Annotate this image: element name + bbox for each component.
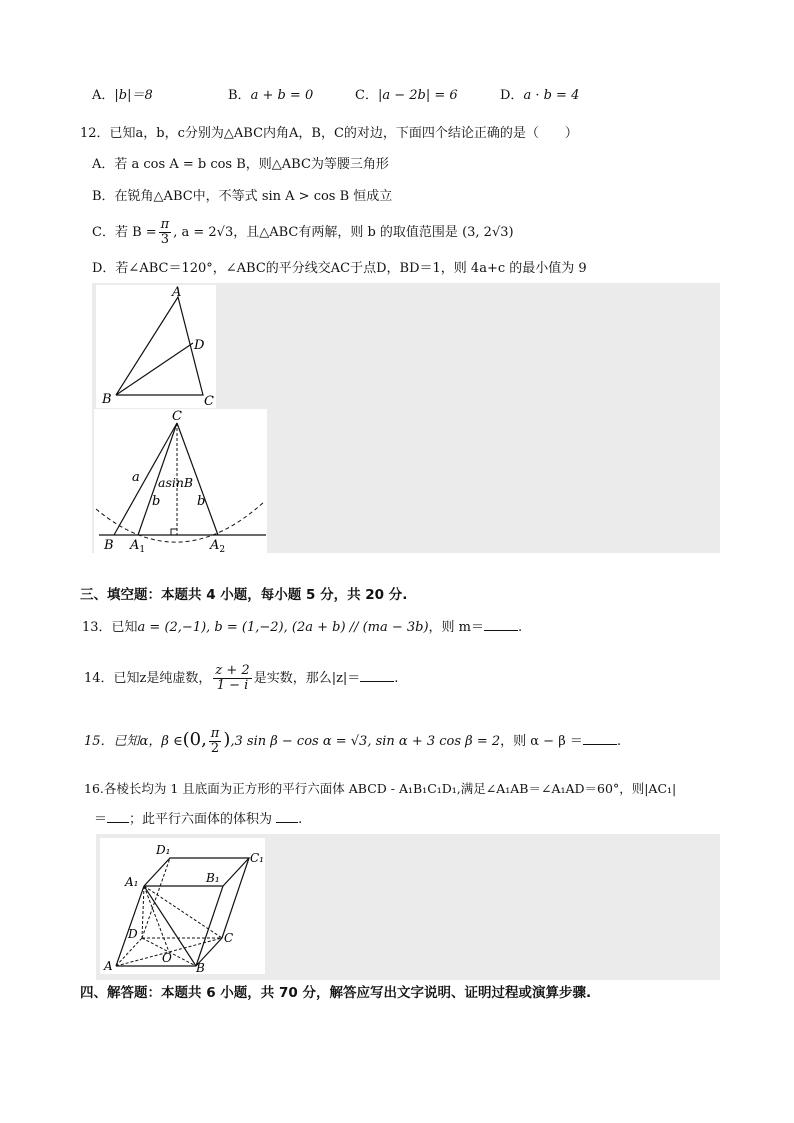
q16-answer-blank-1[interactable] (107, 810, 129, 823)
triangle-abd-diagram (96, 285, 216, 408)
point-a2-label: $A_2$ (210, 538, 226, 553)
point-d-label: D (194, 338, 205, 353)
q11-option-b: B．a + b = 0 (228, 88, 314, 103)
figure-two-solutions (94, 409, 267, 553)
q12-option-a: A．若 a cos A = b cos B，则△ABC为等腰三角形 (92, 157, 389, 172)
q11-option-c: C．|a − 2b| = 6 (355, 88, 458, 103)
vertex-b-label: B (104, 538, 114, 553)
q14-answer-blank[interactable] (360, 669, 394, 682)
figure-parallelepiped (100, 838, 265, 974)
q15: 15．已知α，β ∈(0, $\frac{\pi}{2}$ ),3 sin β − cos α = √3, sin α + 3 cos β = 2，则 α − β ＝ . (84, 726, 621, 756)
vertex-c1-label: C₁ (250, 851, 264, 865)
section-4-heading: 四、解答题：本题共 6 小题，共 70 分，解答应写出文字说明、证明过程或演算步骤. (80, 985, 592, 1001)
q16-line2: ＝ ；此平行六面体的体积为 . (94, 812, 303, 827)
q13: 13．已知a = (2,−1), b = (1,−2), (2a + b) // (ma − 3b)，则 m＝ . (82, 620, 523, 635)
q12-option-d: D．若∠ABC＝120°，∠ABC的平分线交AC于点D，BD＝1，则 4a+c 的最小值为 9 (92, 261, 587, 276)
vertex-d-label: D (128, 927, 138, 941)
q12-option-b: B．在锐角△ABC中，不等式 sin A > cos B 恒成立 (92, 189, 393, 204)
vertex-b1-label: B₁ (206, 871, 220, 885)
height-asinb-label: asinB (158, 475, 194, 490)
vertex-a-label: A (104, 959, 113, 973)
q12-option-c: C．若 B = $\frac{\pi}{3}$ , a = 2√3，且△ABC有两解，则 b 的取值范围是 (3, 2√3) (92, 217, 514, 247)
figure-triangle-bisector (96, 285, 216, 408)
side-b-left-label: b (152, 494, 161, 509)
vertex-c-label: C (172, 409, 182, 424)
point-o-label: O (162, 951, 172, 965)
q16-answer-blank-2[interactable] (276, 810, 298, 823)
side-a-label: a (132, 470, 140, 485)
q11-option-a: A．|b|＝8 (92, 88, 153, 103)
vertex-d1-label: D₁ (156, 843, 171, 857)
two-solutions-diagram (94, 409, 267, 553)
section-3-heading: 三、填空题：本题共 4 小题，每小题 5 分，共 20 分. (80, 587, 408, 603)
vertex-a-label: A (172, 285, 182, 300)
q12-stem: 12．已知a，b，c分别为△ABC内角A，B，C的对边，下面四个结论正确的是（ ） (80, 126, 578, 141)
vertex-b-label: B (102, 392, 112, 407)
vertex-c-label: C (204, 394, 214, 408)
q11-option-d: D．a · b = 4 (500, 88, 580, 103)
q16-line1: 16.各棱长均为 1 且底面为正方形的平行六面体 ABCD - A₁B₁C₁D₁,满足∠A₁AB＝∠A₁AD＝60°，则|AC₁| (84, 781, 677, 796)
parallelepiped-diagram (100, 838, 265, 974)
side-b-right-label: b (197, 494, 206, 509)
vertex-a1-label: A₁ (125, 875, 139, 889)
vertex-b-label: B (196, 961, 205, 974)
q13-answer-blank[interactable] (484, 618, 518, 631)
q14: 14．已知z是纯虚数， $\frac{z + 2}{1 - i}$ 是实数，那么|z|＝ . (84, 663, 399, 693)
q15-answer-blank[interactable] (583, 732, 617, 745)
point-a1-label: $A_1$ (130, 538, 146, 553)
vertex-c-label: C (224, 931, 234, 945)
